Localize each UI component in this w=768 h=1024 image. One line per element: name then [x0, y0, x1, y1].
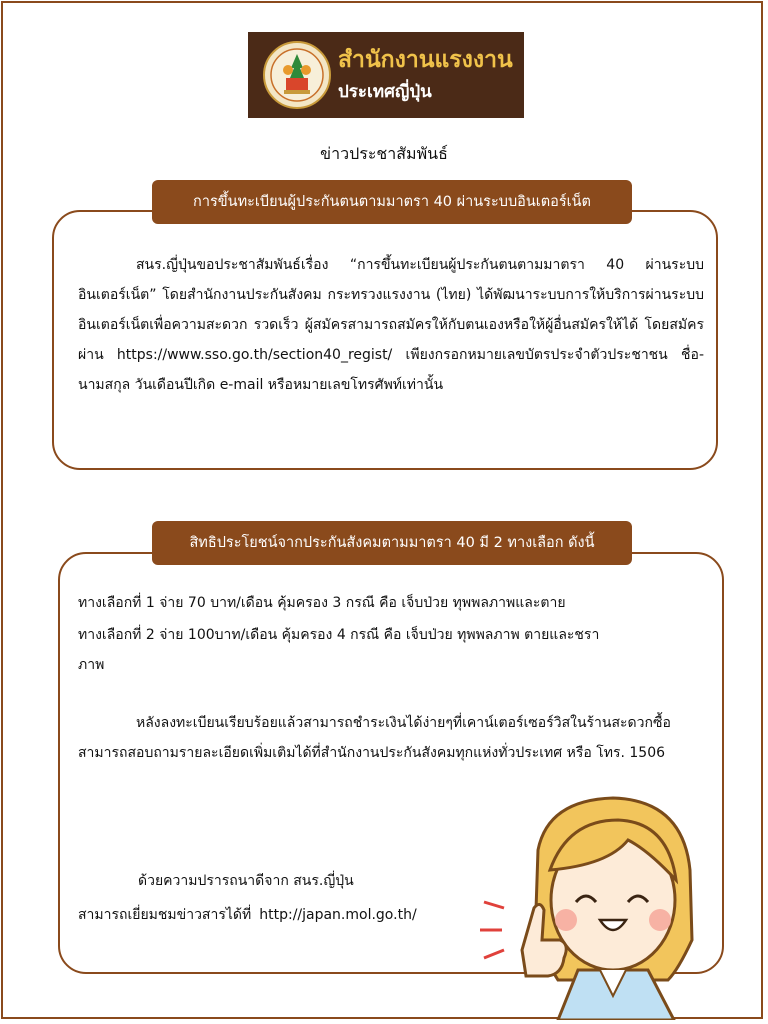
- option2-text-cont: ภาพ: [78, 657, 105, 673]
- visit-url-link[interactable]: http://japan.mol.go.th/: [259, 907, 417, 923]
- ministry-emblem-icon: [262, 40, 332, 110]
- option2-text: ทางเลือกที่ 2 จ่าย 100บาท/เดือน คุ้มครอง 4 กรณี คือ เจ็บป่วย ทุพพลภาพ ตายและชรา: [78, 627, 600, 643]
- smiling-girl-thumbs-up-icon: [478, 790, 718, 1020]
- logo-title: สำนักงานแรงงาน: [338, 47, 513, 73]
- office-logo: [248, 32, 524, 118]
- option1-text: ทางเลือกที่ 1 จ่าย 70 บาท/เดือน คุ้มครอง 3 กรณี คือ เจ็บป่วย ทุพพลภาพและตาย: [78, 595, 566, 611]
- visit-label: สามารถเยี่ยมชมข่าวสารได้ที่: [78, 907, 252, 923]
- visit-line: [78, 904, 417, 926]
- logo-subtitle: ประเทศญี่ปุ่น: [338, 82, 432, 102]
- section2-heading: สิทธิประโยชน์จากประกันสังคมตามมาตรา 40 มี 2 ทางเลือก ดังนี้: [152, 521, 632, 565]
- payment-info: หลังลงทะเบียนเรียบร้อยแล้วสามารถชำระเงินได้ง่ายๆที่เคาน์เตอร์เซอร์วิสในร้านสะดวกซื้อ สามารถสอบถามรายละเอียดเพิ่มเติมได้ที่สำนักงานประกันสังคมทุกแห่งทั่วประเทศ หรือ โทร. 1506: [78, 715, 671, 761]
- section1-heading: การขึ้นทะเบียนผู้ประกันตนตามมาตรา 40 ผ่านระบบอินเตอร์เน็ต: [152, 180, 632, 224]
- closing-text: ด้วยความปรารถนาดีจาก สนร.ญี่ปุ่น: [138, 873, 354, 889]
- section1-body: สนร.ญี่ปุ่นขอประชาสัมพันธ์เรื่อง “การขึ้นทะเบียนผู้ประกันตนตามมาตรา 40 ผ่านระบบอินเตอร์เน็ต” โดยสำนักงานประกันสังคม กระทรวงแรงงาน (ไทย) ได้พัฒนาระบบการให้บริการผ่านระบบอินเตอร์เน็ตเพื่อความสะดวก รวดเร็ว ผู้สมัครสามารถสมัครให้กับตนเองหรือให้ผู้อื่นสมัครให้ได้ โดยสมัครผ่าน https://www.sso.go.th/section40_regist/ เพียงกรอกหมายเลขบัตรประจำตัวประชาชน ชื่อ-นามสกุล วันเดือนปีเกิด e-mail หรือหมายเลขโทรศัพท์เท่านั้น: [78, 257, 704, 393]
- page-title: ข่าวประชาสัมพันธ์: [320, 144, 448, 163]
